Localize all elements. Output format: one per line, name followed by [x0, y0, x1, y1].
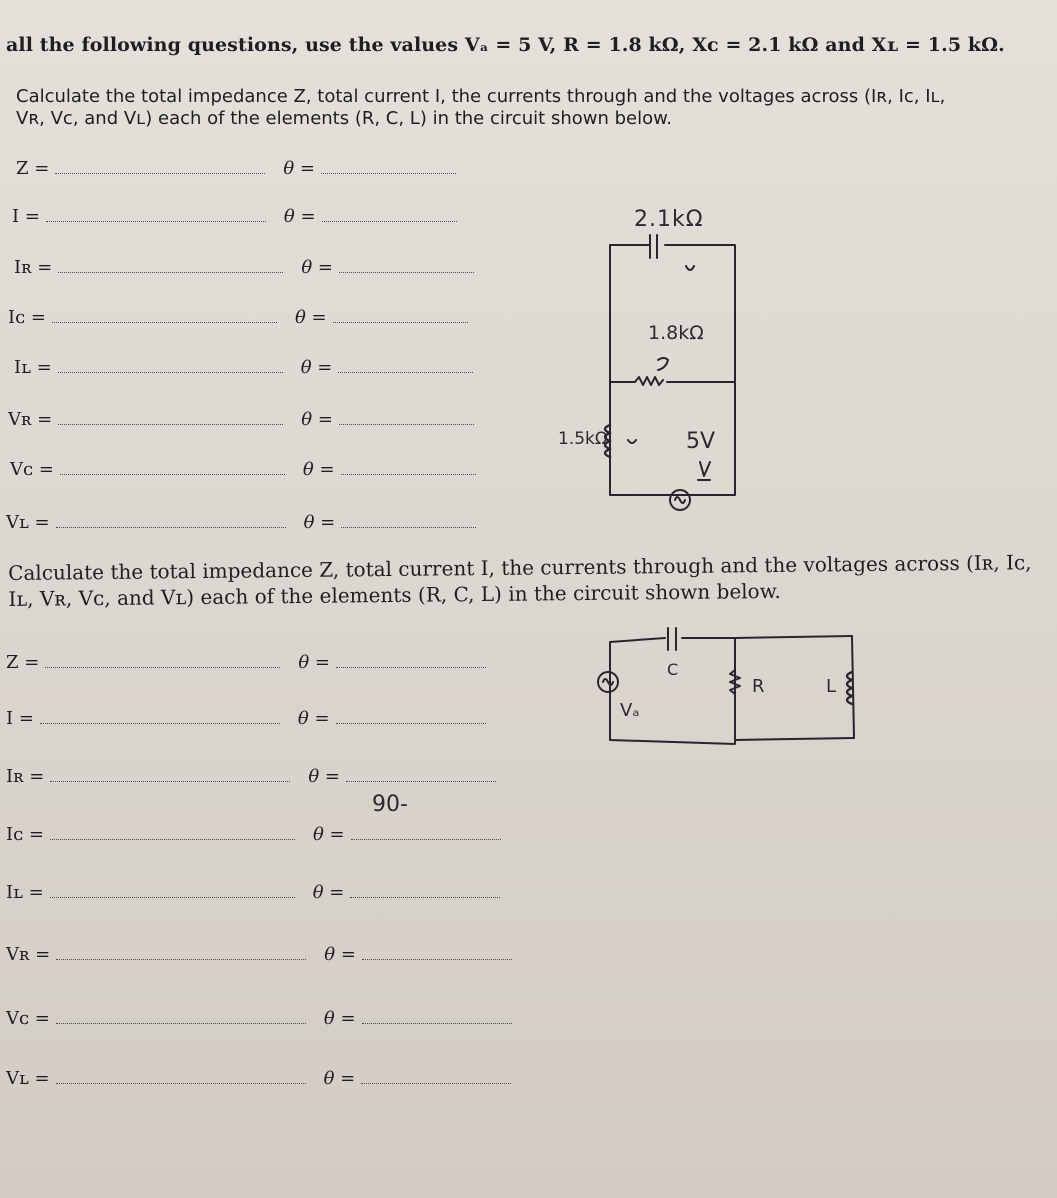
q1-blank-theta-z[interactable]	[321, 172, 456, 174]
q2-blank-theta-ic[interactable]	[351, 838, 501, 840]
q1-source-label: 5V	[686, 429, 716, 454]
q1-row-vc	[10, 459, 476, 480]
q1-source-arrow	[698, 462, 710, 480]
q1-theta-il: θ =	[300, 357, 333, 378]
q2-blank-z[interactable]	[45, 666, 280, 668]
q2-row-i	[6, 708, 486, 729]
q2-theta-il: θ =	[312, 882, 345, 903]
q1-resistor-label: 1.8kΩ	[648, 322, 704, 344]
q2-source-wave	[603, 679, 613, 685]
q1-row-vr	[8, 409, 474, 430]
intro-values-line: all the following questions, use the values Vₐ = 5 V, R = 1.8 kΩ, Xᴄ = 2.1 kΩ and Xʟ = 1.5 kΩ.	[6, 34, 1005, 56]
q1-capacitor-arrow	[686, 266, 694, 270]
q1-label-ic: Iᴄ =	[8, 307, 46, 328]
q1-blank-theta-vc[interactable]	[341, 473, 476, 475]
q2-label-ic: Iᴄ =	[6, 824, 44, 845]
q1-blank-theta-il[interactable]	[338, 371, 473, 373]
q1-row-ir	[14, 257, 474, 278]
q2-inductor-coil	[847, 672, 852, 704]
q2-capacitor-label: C	[667, 660, 679, 679]
q1-theta-vl: θ =	[303, 512, 336, 533]
q2-blank-i[interactable]	[40, 722, 280, 724]
q1-inductor-label: 1.5kΩ	[558, 429, 608, 449]
q2-theta-vl: θ =	[323, 1068, 356, 1089]
q1-blank-theta-ic[interactable]	[333, 321, 468, 323]
q2-blank-vl[interactable]	[56, 1082, 306, 1084]
q2-bottom-wire	[735, 738, 854, 740]
q1-blank-theta-vr[interactable]	[339, 423, 474, 425]
q2-theta-z: θ =	[298, 652, 330, 673]
q1-theta-i: θ =	[283, 206, 316, 227]
q1-label-vl: Vʟ =	[6, 512, 50, 533]
q1-blank-il[interactable]	[58, 371, 283, 373]
q2-row-vc	[6, 1008, 512, 1029]
q2-row-vr	[6, 944, 512, 965]
q1-source-wave	[675, 497, 685, 503]
q2-circuit-left-loop	[610, 638, 735, 744]
q1-row-z	[16, 158, 456, 179]
q2-source-label: Vₐ	[620, 700, 640, 721]
q2-label-vc: Vᴄ =	[6, 1008, 50, 1029]
q2-theta-vr: θ =	[324, 944, 356, 965]
q2-label-vl: Vʟ =	[6, 1068, 50, 1089]
q1-blank-z[interactable]	[55, 172, 265, 174]
q2-blank-theta-vl[interactable]	[361, 1082, 511, 1084]
q1-resistor-arrow	[658, 358, 668, 370]
question-2-text: Calculate the total impedance Z, total current I, the currents through and the voltages across (Iʀ, Iᴄ, Iʟ, Vʀ, Vᴄ, and Vʟ) each of the elements (R, C, L) in the circuit shown below.	[8, 550, 1032, 611]
q1-blank-vr[interactable]	[58, 423, 283, 425]
q1-row-ic	[8, 307, 468, 328]
q2-theta-ic: θ =	[313, 824, 345, 845]
q1-blank-ic[interactable]	[52, 321, 277, 323]
q2-resistor-label: R	[752, 676, 765, 697]
q1-inductor-arrow	[628, 440, 636, 443]
q2-row-ir	[6, 766, 496, 787]
q2-blank-theta-ir[interactable]	[346, 780, 496, 782]
q1-capacitor-label: 2.1kΩ	[634, 207, 704, 232]
q2-blank-theta-vc[interactable]	[362, 1022, 512, 1024]
q2-row-il	[6, 882, 500, 903]
q2-label-vr: Vʀ =	[6, 944, 51, 965]
q1-theta-ir: θ =	[301, 257, 334, 278]
q1-resistor-zigzag	[635, 377, 663, 385]
q1-label-z: Z =	[16, 158, 50, 179]
question-1-text: Calculate the total impedance Z, total current I, the currents through and the voltages across (Iʀ, Iᴄ, Iʟ, Vʀ, Vᴄ, and Vʟ) each of the elements (R, C, L) in the circuit shown below.	[16, 86, 946, 129]
q1-circuit-diagram	[540, 200, 770, 510]
q2-top-wire	[735, 636, 852, 638]
q1-theta-vc: θ =	[302, 459, 335, 480]
q2-theta-vc: θ =	[323, 1008, 356, 1029]
q1-theta-ic: θ =	[295, 307, 327, 328]
q1-theta-vr: θ =	[301, 409, 333, 430]
q1-row-vl	[6, 512, 476, 533]
q2-blank-ir[interactable]	[50, 780, 290, 782]
q1-blank-theta-ir[interactable]	[339, 271, 474, 273]
q2-label-ir: Iʀ =	[6, 766, 45, 787]
q1-label-il: Iʟ =	[14, 357, 52, 378]
q1-blank-ir[interactable]	[58, 271, 283, 273]
q2-blank-vr[interactable]	[56, 958, 306, 960]
q2-blank-ic[interactable]	[50, 838, 295, 840]
q2-row-z	[6, 652, 486, 673]
q1-label-i: I =	[12, 206, 40, 227]
q1-blank-vc[interactable]	[60, 473, 285, 475]
q2-theta-ir: θ =	[308, 766, 341, 787]
q2-label-i: I =	[6, 708, 34, 729]
q1-blank-theta-vl[interactable]	[341, 526, 476, 528]
q1-blank-vl[interactable]	[56, 526, 286, 528]
q2-label-z: Z =	[6, 652, 40, 673]
q1-label-vr: Vʀ =	[8, 409, 53, 430]
q2-blank-il[interactable]	[50, 896, 295, 898]
q2-row-ic	[6, 824, 501, 845]
q2-blank-theta-z[interactable]	[336, 666, 486, 668]
q1-blank-theta-i[interactable]	[322, 220, 457, 222]
q2-ic-theta-handwritten: 90-	[372, 792, 408, 817]
q2-theta-i: θ =	[297, 708, 330, 729]
q1-row-il	[14, 357, 473, 378]
q1-label-ir: Iʀ =	[14, 257, 53, 278]
q2-blank-theta-il[interactable]	[350, 896, 500, 898]
q2-label-il: Iʟ =	[6, 882, 44, 903]
q1-theta-z: θ =	[283, 158, 315, 179]
q2-row-vl	[6, 1068, 511, 1089]
q1-blank-i[interactable]	[46, 220, 266, 222]
q1-row-i	[12, 206, 457, 227]
q2-inductor-label: L	[826, 676, 837, 697]
q1-circuit-wires	[610, 245, 735, 495]
q2-blank-theta-i[interactable]	[336, 722, 486, 724]
q1-label-vc: Vᴄ =	[10, 459, 54, 480]
q2-blank-theta-vr[interactable]	[362, 958, 512, 960]
q2-blank-vc[interactable]	[56, 1022, 306, 1024]
q2-circuit-diagram	[590, 620, 880, 760]
